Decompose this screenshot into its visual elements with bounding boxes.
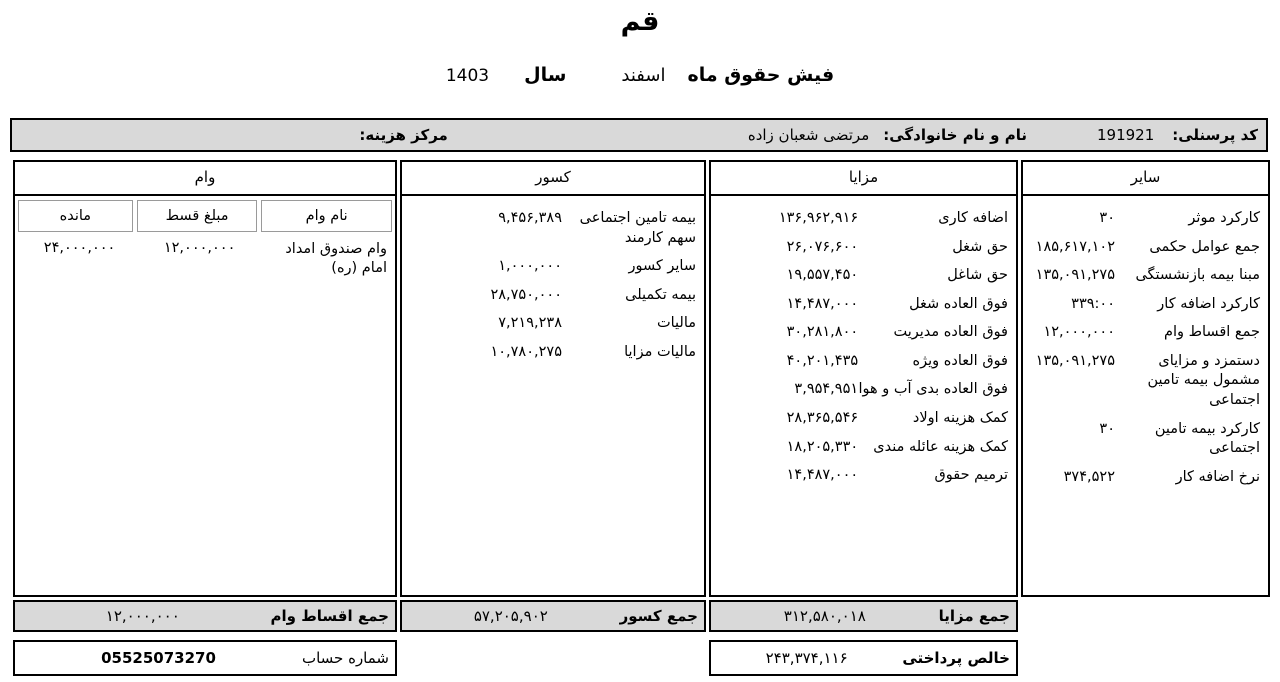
- table-row: [410, 209, 696, 248]
- benefits-column-title: مزایا: [711, 162, 1016, 196]
- bottom-spacer-deductions: [400, 640, 706, 676]
- month-caption: فیش حقوق ماه: [687, 64, 835, 86]
- row-label: کارکرد موثر: [1188, 210, 1260, 226]
- fullname-label: نام و نام خانوادگی:: [883, 126, 1027, 144]
- table-row: [1031, 323, 1260, 343]
- month-value: اسفند: [621, 65, 666, 86]
- deductions-column-title: کسور: [402, 162, 704, 196]
- net-pay-label: خالص پرداختی: [902, 649, 1010, 667]
- employee-header-bar: [10, 118, 1268, 152]
- table-row: [410, 343, 696, 363]
- row-value: ۲۸,۷۵۰,۰۰۰: [490, 286, 562, 303]
- page-title: قم: [620, 6, 660, 37]
- row-label: کارکرد بیمه تامین اجتماعی: [1154, 420, 1260, 457]
- year-value: 1403: [445, 66, 490, 86]
- personnel-code-value: 191921: [1096, 126, 1155, 144]
- row-label: دستمزد و مزایای مشمول بیمه تامین اجتماعی: [1147, 352, 1260, 408]
- row-label: مبنا بیمه بازنشستگی: [1135, 267, 1260, 284]
- row-label: بیمه تکمیلی: [625, 286, 696, 303]
- loan-name-header: نام وام: [261, 200, 392, 232]
- loan-column: [13, 160, 397, 597]
- table-row: [1031, 238, 1260, 258]
- row-value: ۱,۰۰۰,۰۰۰: [498, 258, 562, 275]
- table-row: [1031, 420, 1260, 459]
- deductions-total-bar: [400, 600, 706, 632]
- row-label: فوق العاده شغل: [909, 295, 1008, 312]
- row-value: ۱۸۵,۶۱۷,۱۰۲: [1035, 238, 1115, 255]
- row-value: ۱۴,۴۸۷,۰۰۰: [786, 467, 859, 484]
- table-row: [1031, 209, 1260, 229]
- row-value: ۱۴,۴۸۷,۰۰۰: [786, 295, 859, 312]
- loan-balance-value: ۲۴,۰۰۰,۰۰۰: [43, 240, 116, 256]
- account-number-value: 05525073270: [101, 649, 216, 667]
- deductions-total-label: جمع کسور: [619, 607, 698, 625]
- deductions-rows: [402, 196, 704, 375]
- row-value: ۹,۴۵۶,۳۸۹: [498, 210, 562, 226]
- other-column-title: سایر: [1023, 162, 1268, 196]
- table-row: [1031, 266, 1260, 286]
- row-label: اضافه کاری: [938, 210, 1008, 226]
- row-label: سایر کسور: [628, 258, 696, 275]
- row-label: نرخ اضافه کار: [1175, 468, 1260, 485]
- table-row: [1031, 468, 1260, 488]
- table-row: [719, 352, 1008, 372]
- benefits-total-bar: [709, 600, 1018, 632]
- other-rows: [1023, 196, 1268, 500]
- table-row: [719, 266, 1008, 286]
- loan-column-title: وام: [15, 162, 395, 196]
- loan-installment-header: مبلغ قسط: [137, 200, 258, 232]
- row-value: ۳۰: [1099, 420, 1115, 437]
- row-value: ۱۳۵,۰۹۱,۲۷۵: [1035, 352, 1115, 369]
- bottom-spacer-other: [1021, 640, 1270, 676]
- row-label: کمک هزینه عائله مندی: [873, 438, 1008, 455]
- row-label: مالیات مزایا: [624, 343, 696, 360]
- benefits-total-value: ۳۱۲,۵۸۰,۰۱۸: [783, 607, 866, 625]
- row-value: ۱۸,۲۰۵,۳۳۰: [786, 438, 859, 455]
- year-caption: سال: [524, 64, 567, 86]
- row-label: فوق العاده ویژه: [912, 352, 1008, 369]
- benefits-column: [709, 160, 1018, 597]
- row-value: ۳,۹۵۴,۹۵۱: [794, 381, 859, 398]
- row-label: حق شاغل: [947, 267, 1008, 284]
- table-row: [719, 466, 1008, 486]
- row-value: ۳۷۴,۵۲۲: [1063, 468, 1115, 485]
- row-label: کمک هزینه اولاد: [912, 409, 1008, 426]
- net-pay-value: ۲۴۳,۳۷۴,۱۱۶: [765, 649, 848, 667]
- table-row: [719, 409, 1008, 429]
- deductions-total-value: ۵۷,۲۰۵,۹۰۲: [473, 607, 548, 625]
- loan-balance-header: مانده: [18, 200, 133, 232]
- payslip-subtitle: [0, 64, 1280, 86]
- payslip-columns: [10, 160, 1270, 597]
- loan-installment-value: ۱۲,۰۰۰,۰۰۰: [163, 240, 236, 256]
- row-label: جمع اقساط وام: [1163, 324, 1260, 341]
- net-pay-box: [709, 640, 1018, 676]
- row-value: ۲۶,۰۷۶,۶۰۰: [786, 238, 859, 255]
- row-value: ۳۰,۲۸۱,۸۰۰: [786, 324, 859, 341]
- row-label: حق شغل: [952, 238, 1008, 255]
- row-value: ۱۹,۵۵۷,۴۵۰: [786, 267, 859, 284]
- table-row: [410, 286, 696, 306]
- row-label: جمع عوامل حکمی: [1149, 238, 1260, 255]
- table-row: [719, 380, 1008, 400]
- table-row: [719, 238, 1008, 258]
- row-label: فوق العاده بدی آب و هوا: [858, 381, 1008, 398]
- other-column: [1021, 160, 1270, 597]
- row-value: ۱۰,۷۸۰,۲۷۵: [490, 343, 562, 360]
- loan-subheader: [15, 196, 395, 236]
- row-value: ۱۲,۰۰۰,۰۰۰: [1043, 324, 1115, 341]
- table-row: [719, 209, 1008, 229]
- row-value: ۱۳۶,۹۶۲,۹۱۶: [778, 210, 859, 226]
- table-row: [1031, 295, 1260, 315]
- loan-total-label: جمع اقساط وام: [270, 607, 389, 625]
- table-row: [719, 323, 1008, 343]
- totals-spacer-other: [1021, 600, 1270, 632]
- row-value: ۳۰: [1099, 210, 1115, 226]
- row-value: ۱۳۵,۰۹۱,۲۷۵: [1035, 267, 1115, 284]
- loan-name-value: وام صندوق امداد امام (ره): [285, 241, 387, 276]
- personnel-code-label: کد پرسنلی:: [1172, 126, 1258, 144]
- loan-row: [15, 236, 395, 282]
- deductions-column: [400, 160, 706, 597]
- table-row: [1031, 352, 1260, 411]
- row-label: ترمیم حقوق: [934, 467, 1008, 484]
- account-number-box: [13, 640, 397, 676]
- table-row: [410, 314, 696, 334]
- row-value: ۳۳۹:۰۰: [1071, 295, 1115, 312]
- row-label: کارکرد اضافه کار: [1157, 295, 1260, 312]
- table-row: [719, 295, 1008, 315]
- benefits-rows: [711, 196, 1016, 499]
- table-row: [410, 257, 696, 277]
- row-value: ۴۰,۲۰۱,۴۳۵: [786, 352, 859, 369]
- cost-center-label: مرکز هزینه:: [359, 126, 448, 144]
- row-value: ۷,۲۱۹,۲۳۸: [498, 315, 562, 332]
- row-label: فوق العاده مدیریت: [893, 324, 1008, 341]
- bottom-row: [10, 640, 1270, 676]
- loan-total-value: ۱۲,۰۰۰,۰۰۰: [105, 607, 180, 625]
- totals-row: [10, 600, 1270, 632]
- benefits-total-label: جمع مزایا: [938, 607, 1010, 625]
- row-label: مالیات: [656, 315, 696, 332]
- account-number-label: شماره حساب: [301, 649, 389, 667]
- table-row: [719, 438, 1008, 458]
- row-label: بیمه تامین اجتماعی سهم کارمند: [579, 210, 696, 246]
- loan-total-bar: [13, 600, 397, 632]
- row-value: ۲۸,۳۶۵,۵۴۶: [786, 409, 859, 426]
- fullname-value: مرتضی شعبان زاده: [747, 126, 870, 144]
